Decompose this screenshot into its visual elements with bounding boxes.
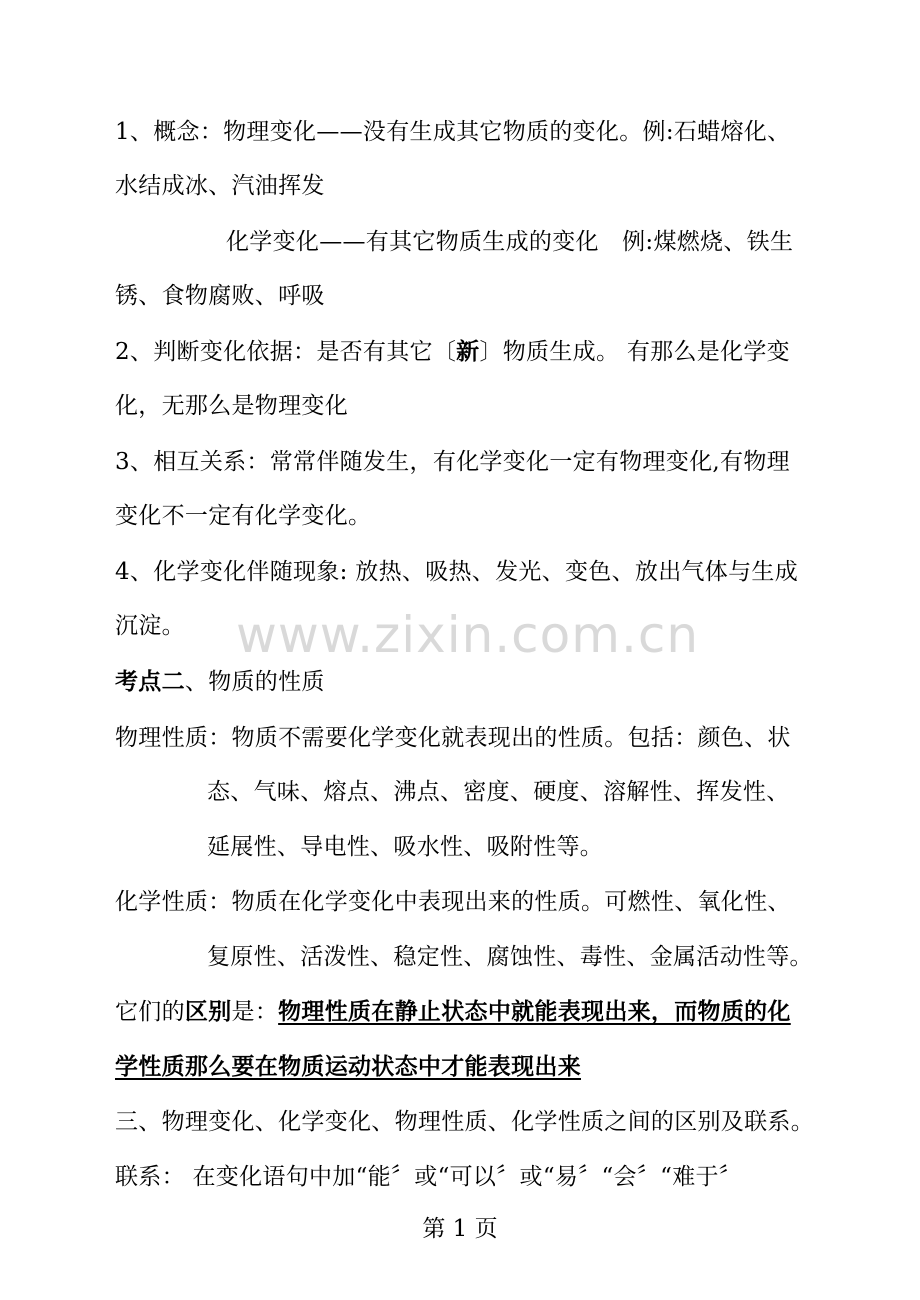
text-line-chemical-properties: 化学性质：物质在化学变化中表现出来的性质。可燃性、氧化性、	[115, 889, 791, 915]
text-line-physical-properties-list1: 态、气味、熔点、沸点、密度、硬度、溶解性、挥发性、	[207, 779, 790, 805]
text-line-physical-examples: 水结成冰、汽油挥发	[115, 173, 325, 199]
text-line-chemical-examples: 锈、食物腐败、呼吸	[115, 283, 325, 309]
difference-statement: 物理性质在静止状态中就能表现出来，而物质的化	[278, 998, 791, 1025]
difference-keyword: 区别	[184, 998, 232, 1025]
text-line-difference	[115, 997, 791, 1027]
text-line-physical-properties: 物理性质：物质不需要化学变化就表现出的性质。包括：颜色、状	[115, 725, 791, 751]
section-heading-title: 、物质的性质	[184, 669, 325, 695]
judgment-text-end: 〕物质生成。 有那么是化学变	[479, 339, 790, 365]
text-line-judgment-cont: 化，无那么是物理变化	[115, 393, 348, 419]
section-heading-label: 考点二	[115, 668, 185, 695]
judgment-new-keyword: 新	[456, 338, 480, 365]
text-line-relationship-cont: 变化不一定有化学变化。	[115, 503, 372, 529]
text-line-connection: 联系： 在变化语句中加“能〞或“可以〞或“易〞“会〞“难于〞	[115, 1164, 743, 1190]
text-line-phenomena: 4、化学变化伴随现象: 放热、吸热、发光、变色、放出气体与生成	[115, 559, 798, 585]
judgment-text-start: 2、判断变化依据：是否有其它〔	[115, 339, 457, 365]
watermark: www.zixin.com.cn	[236, 606, 700, 664]
text-line-concept-chemical: 化学变化——有其它物质生成的变化 例:煤燃烧、铁生	[226, 229, 794, 255]
text-line-physical-properties-list2: 延展性、导电性、吸水性、吸附性等。	[207, 834, 604, 860]
text-line-phenomena-cont: 沉淀。	[115, 613, 185, 639]
text-line-relationship: 3、相互关系：常常伴随发生，有化学变化一定有物理变化,有物理	[115, 449, 790, 475]
section-heading-properties	[115, 667, 325, 697]
text-line-concept-physical: 1、概念：物理变化——没有生成其它物质的变化。例:石蜡熔化、	[115, 119, 791, 145]
text-line-judgment-basis	[115, 337, 790, 367]
text-line-section-three: 三、物理变化、化学变化、物理性质、化学性质之间的区别及联系。	[115, 1109, 814, 1135]
difference-colon: 是：	[231, 999, 279, 1025]
text-line-difference-cont: 学性质那么要在物质运动状态中才能表现出来	[115, 1053, 581, 1080]
page-number: 第 1 页	[422, 1216, 498, 1242]
difference-prefix: 它们的	[115, 999, 185, 1025]
text-line-chemical-properties-list: 复原性、活泼性、稳定性、腐蚀性、毒性、金属活动性等。	[207, 944, 813, 970]
